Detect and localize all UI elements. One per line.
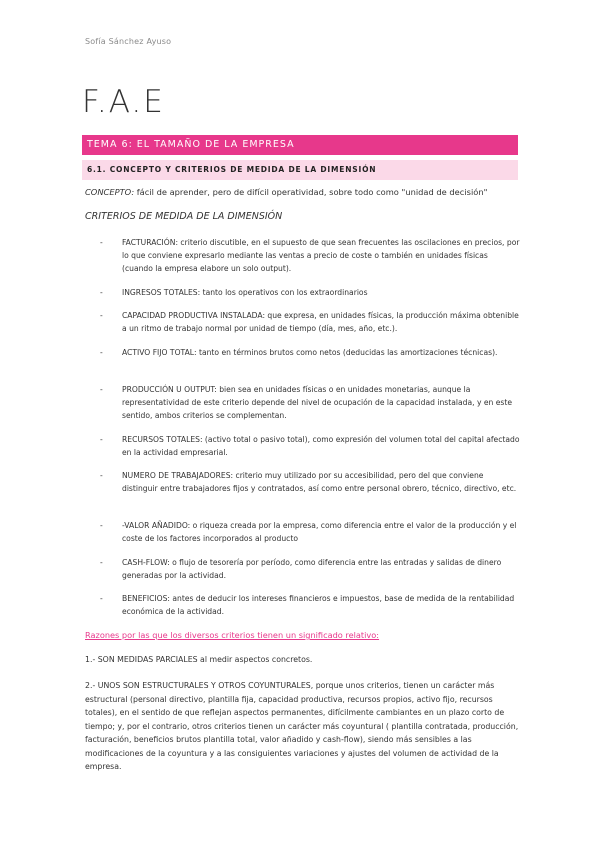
section-heading: 6.1. CONCEPTO Y CRITERIOS DE MEDIDA DE LA DIMENSIÓN: [82, 160, 518, 180]
criterio-text: ACTIVO FIJO TOTAL: tanto en términos brutos como netos (deducidas las amortizaciones técnicas).: [122, 348, 498, 357]
concepto-label: CONCEPTO:: [85, 187, 135, 197]
criterio-item: [100, 556, 520, 582]
list-dash: -: [100, 521, 103, 530]
criterio-text: FACTURACIÓN: criterio discutible, en el supuesto de que sean frecuentes las oscilaciones en precios, por lo que conviene expresarlo mediante las ventas a precio de coste o también en unidades físicas (cuando la empresa elabore un solo output).: [122, 238, 520, 273]
criterio-text: BENEFICIOS: antes de deducir los intereses financieros e impuestos, base de medida de la rentabilidad económica de la actividad.: [122, 594, 515, 616]
author-name: Sofía Sánchez Ayuso: [85, 37, 172, 46]
list-dash: -: [100, 594, 103, 603]
list-dash: -: [100, 288, 103, 297]
criterio-item: [100, 286, 520, 299]
list-dash: -: [100, 348, 103, 357]
tema-heading: TEMA 6: EL TAMAÑO DE LA EMPRESA: [82, 135, 518, 155]
criterio-text: -VALOR AÑADIDO: o riqueza creada por la empresa, como diferencia entre el valor de la producción y el coste de los factores incorporados al producto: [122, 521, 517, 543]
criterio-item: [100, 592, 520, 618]
criterio-text: CASH-FLOW: o flujo de tesorería por período, como diferencia entre las entradas y salidas de dinero generadas por la actividad.: [122, 558, 502, 580]
page-title: F.A.E: [82, 84, 165, 120]
list-dash: -: [100, 385, 103, 394]
criterio-text: PRODUCCIÓN U OUTPUT: bien sea en unidades físicas o en unidades monetarias, aunque la representatividad de este criterio depende del nivel de ocupación de la capacidad instalada, y en este sentido, ambos criterios se complementan.: [122, 385, 513, 420]
list-dash: -: [100, 435, 103, 444]
concepto-text: fácil de aprender, pero de difícil operatividad, sobre todo como "unidad de decisión": [134, 187, 488, 197]
criterio-text: INGRESOS TOTALES: tanto los operativos con los extraordinarios: [122, 288, 368, 297]
criterio-item: [100, 519, 520, 545]
razon-2-paragraph: 2.- UNOS SON ESTRUCTURALES Y OTROS COYUNTURALES, porque unos criterios, tienen un carácter más estructural (personal directivo, plantilla fija, capacidad productiva, recursos propios, activo fijo, recursos totales), en el sentido de que reflejan aspectos permanentes, difícilmente cambiantes en un plazo corto de tiempo; y, por el contrario, otros criterios tienen un carácter más coyuntural ( plantilla contratada, producción, facturación, beneficios brutos plantilla total, valor añadido y cash-flow), siendo más sensibles a las modificaciones de la coyuntura y a las consiguientes variaciones y ajustes del volumen de actividad de la empresa.: [85, 681, 519, 771]
criterio-item: [100, 433, 520, 459]
criterio-item: [100, 383, 520, 422]
criterio-item: [100, 309, 520, 335]
list-dash: -: [100, 471, 103, 480]
razon-1-paragraph: 1.- SON MEDIDAS PARCIALES al medir aspectos concretos.: [85, 655, 313, 664]
criterio-text: CAPACIDAD PRODUCTIVA INSTALADA: que expresa, en unidades físicas, la producción máxima obtenible a un ritmo de trabajo normal por unidad de tiempo (día, mes, año, etc.).: [122, 311, 519, 333]
criterio-item: [100, 469, 520, 495]
concepto-paragraph: [85, 187, 525, 197]
list-dash: -: [100, 558, 103, 567]
criterio-item: [100, 346, 520, 359]
criterio-text: NUMERO DE TRABAJADORES: criterio muy utilizado por su accesibilidad, pero del que conviene distinguir entre trabajadores fijos y contratados, así como entre personal obrero, técnico, directivo, etc.: [122, 471, 517, 493]
criterio-text: RECURSOS TOTALES: (activo total o pasivo total), como expresión del volumen total del capital afectado en la actividad empresarial.: [122, 435, 520, 457]
criterios-heading: CRITERIOS DE MEDIDA DE LA DIMENSIÓN: [85, 211, 283, 222]
list-dash: -: [100, 238, 103, 247]
razones-heading: Razones por las que los diversos criterios tienen un significado relativo:: [85, 630, 380, 640]
criterio-item: [100, 236, 520, 275]
list-dash: -: [100, 311, 103, 320]
